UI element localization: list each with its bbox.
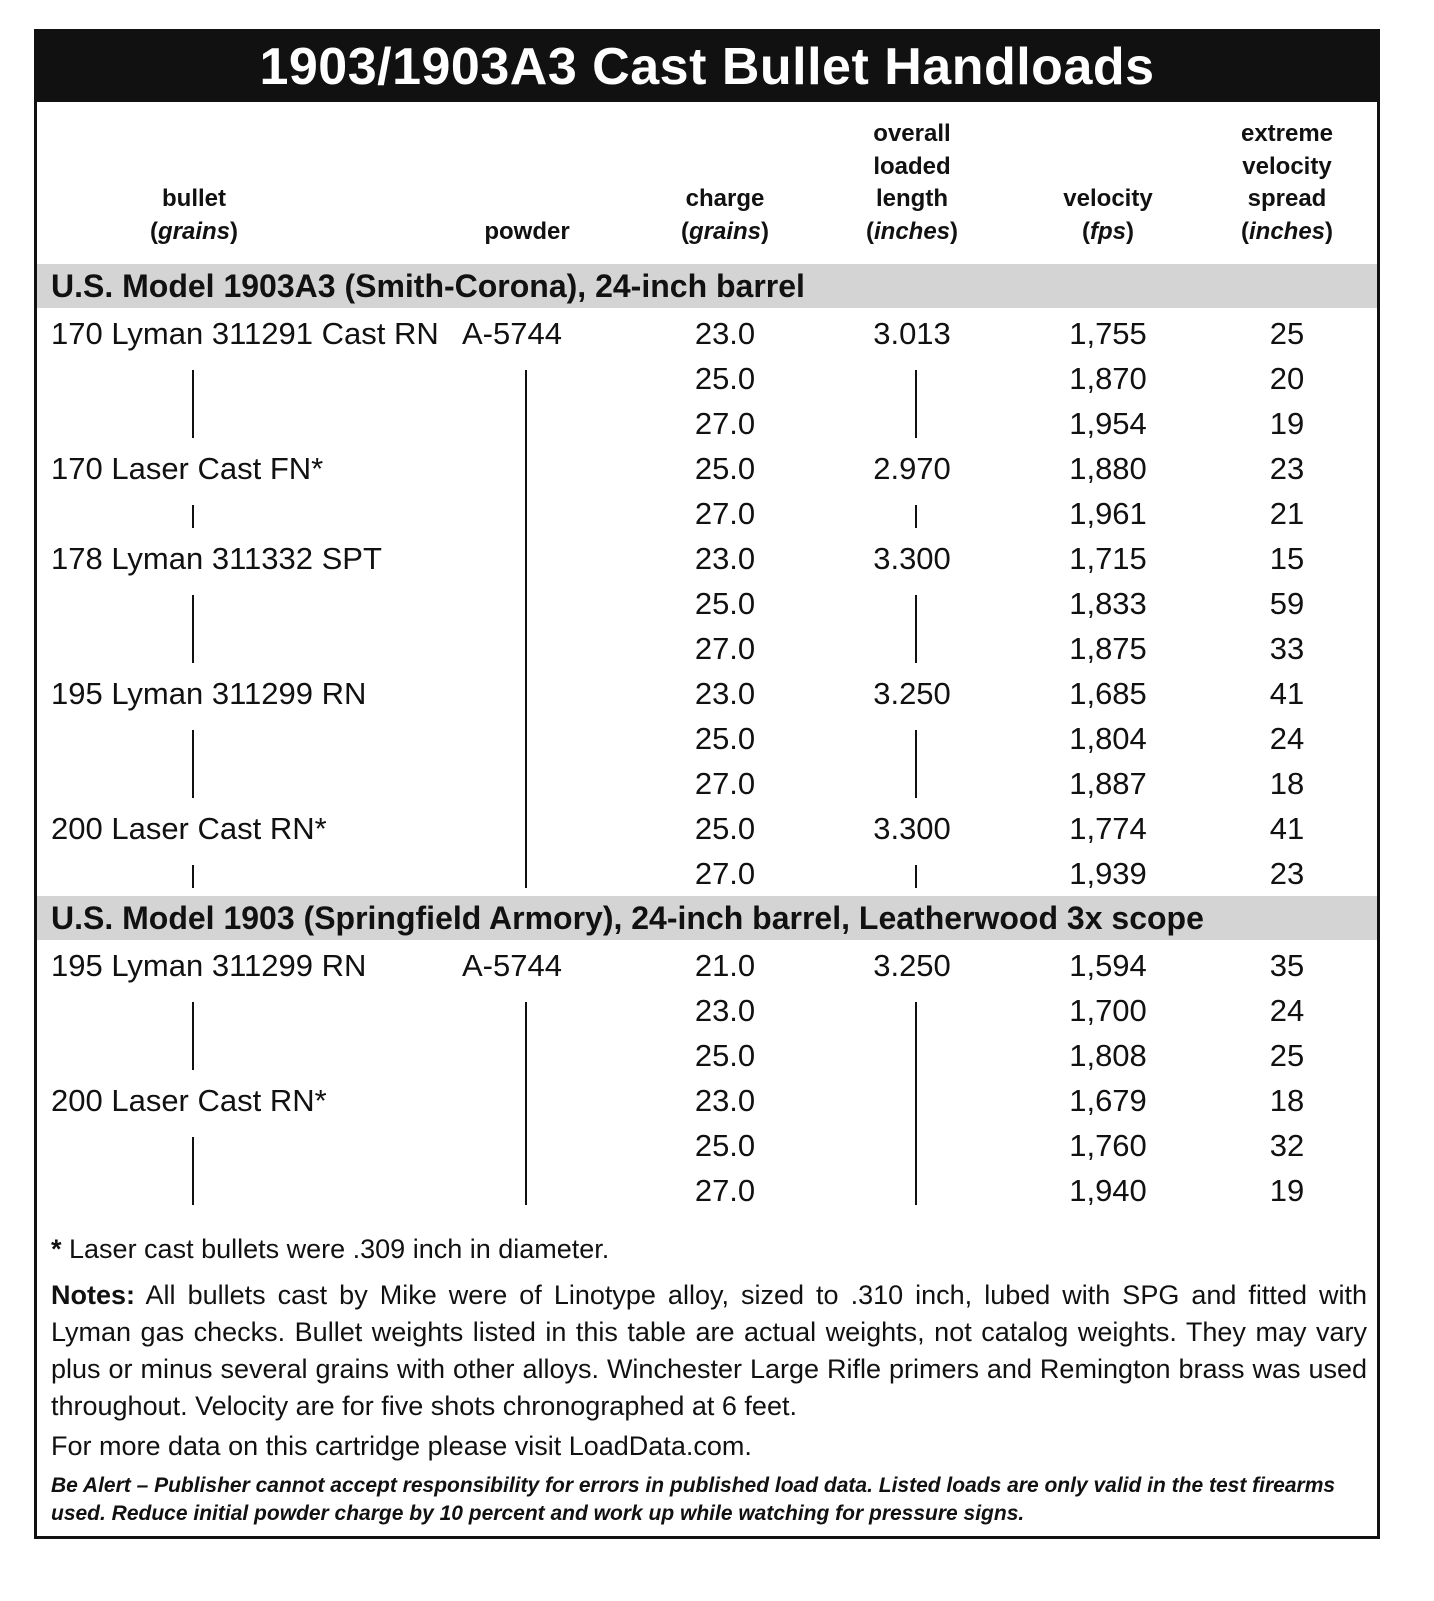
column-header-line: velocity [1242, 152, 1332, 180]
ditto-line-oal [915, 505, 917, 528]
ditto-line-oal [915, 370, 917, 438]
cell-bullet: 200 Laser Cast RN* [51, 811, 327, 846]
cell-spread: 35 [1269, 948, 1305, 983]
table-title: 1903/1903A3 Cast Bullet Handloads [37, 32, 1377, 102]
cell-spread: 25 [1269, 316, 1305, 351]
footnote-text: Laser cast bullets were .309 inch in diameter. [61, 1234, 610, 1264]
cell-spread: 18 [1269, 766, 1305, 801]
cell-spread: 32 [1269, 1128, 1305, 1163]
cell-spread: 41 [1269, 676, 1305, 711]
cell-charge: 25.0 [694, 361, 756, 396]
column-header-unit-text: fps [1089, 217, 1126, 245]
cell-oal: 3.300 [873, 811, 951, 846]
column-header-charge [681, 183, 769, 248]
cell-charge: 23.0 [694, 1083, 756, 1118]
table-row [37, 356, 1377, 401]
cell-powder: A-5744 [462, 316, 562, 351]
ditto-line-powder [525, 370, 527, 888]
notes-label: Notes: [51, 1280, 136, 1310]
column-header-unit: (inches) [865, 217, 959, 245]
table-row [37, 761, 1377, 806]
column-header-line: extreme [1240, 120, 1334, 147]
footnote-mark: * [51, 1234, 62, 1264]
cell-spread: 41 [1269, 811, 1305, 846]
cell-velocity: 1,679 [1069, 1083, 1147, 1118]
cell-spread: 18 [1269, 1083, 1305, 1118]
column-header-unit-text: grains [157, 217, 231, 245]
notes [51, 1277, 1367, 1425]
cell-spread: 19 [1269, 1173, 1305, 1208]
cell-charge: 27.0 [694, 1173, 756, 1208]
column-header-length [866, 118, 958, 248]
table-row [37, 851, 1377, 896]
cell-velocity: 1,685 [1069, 676, 1147, 711]
section-title: U.S. Model 1903 (Springfield Armory), 24-inch barrel, Leatherwood 3x scope [51, 900, 1204, 936]
ditto-line-bullet [192, 865, 194, 888]
section-header [37, 264, 1377, 308]
cell-velocity: 1,961 [1069, 496, 1147, 531]
ditto-line-oal [915, 595, 917, 663]
cell-spread: 33 [1269, 631, 1305, 666]
cell-bullet: 195 Lyman 311299 RN [51, 948, 367, 983]
column-header-line: loaded [873, 152, 951, 180]
table-row [37, 401, 1377, 446]
cell-spread: 59 [1269, 586, 1305, 621]
cell-bullet: 195 Lyman 311299 RN [51, 676, 367, 711]
column-header-unit-text: grains [688, 217, 762, 245]
cell-powder: A-5744 [462, 948, 562, 983]
cell-charge: 23.0 [694, 541, 756, 576]
footnote [51, 1234, 609, 1265]
cell-velocity: 1,875 [1069, 631, 1147, 666]
cell-velocity: 1,755 [1069, 316, 1147, 351]
table-row [37, 716, 1377, 761]
cell-spread: 24 [1269, 721, 1305, 756]
column-header-spread [1241, 118, 1333, 248]
ditto-line-bullet [192, 730, 194, 798]
cell-velocity: 1,939 [1069, 856, 1147, 891]
cell-charge: 27.0 [694, 496, 756, 531]
cell-velocity: 1,887 [1069, 766, 1147, 801]
column-header-bullet [150, 183, 238, 248]
ditto-line-powder [525, 1002, 527, 1205]
cell-oal: 3.013 [873, 316, 951, 351]
cell-charge: 27.0 [694, 856, 756, 891]
cell-bullet: 200 Laser Cast RN* [51, 1083, 327, 1118]
column-header-label: charge [685, 185, 765, 212]
table-row [37, 943, 1377, 988]
table-row [37, 671, 1377, 716]
cell-velocity: 1,594 [1069, 948, 1147, 983]
cell-charge: 21.0 [694, 948, 756, 983]
cell-oal: 3.300 [873, 541, 951, 576]
alert-disclaimer: Be Alert – Publisher cannot accept responsibility for errors in published load data. Listed loads are only valid in the test firearms used. Reduce initial powder charge by 10 percent and work up while watching for pressure signs. [51, 1474, 1336, 1525]
section-header [37, 896, 1377, 940]
cell-velocity: 1,940 [1069, 1173, 1147, 1208]
column-header-label: length [876, 185, 948, 212]
load-data-table-frame [34, 29, 1380, 1539]
column-header-unit: (grains) [149, 217, 239, 245]
column-header-line: overall [873, 120, 951, 147]
column-header-unit: (fps) [1081, 217, 1134, 245]
cell-velocity: 1,833 [1069, 586, 1147, 621]
ditto-line-bullet [192, 505, 194, 528]
table-row [37, 1168, 1377, 1213]
column-header-unit: (grains) [680, 217, 770, 245]
cell-charge: 27.0 [694, 406, 756, 441]
cell-bullet: 178 Lyman 311332 SPT [51, 541, 382, 576]
section-title: U.S. Model 1903A3 (Smith-Corona), 24-inch barrel [51, 268, 805, 304]
cell-spread: 23 [1269, 451, 1305, 486]
cell-velocity: 1,870 [1069, 361, 1147, 396]
column-header-powder [484, 216, 569, 249]
more-data-link-text: For more data on this cartridge please visit LoadData.com. [51, 1431, 752, 1461]
cell-bullet: 170 Laser Cast FN* [51, 451, 324, 486]
cell-charge: 25.0 [694, 451, 756, 486]
cell-charge: 25.0 [694, 721, 756, 756]
table-row [37, 491, 1377, 536]
ditto-line-bullet [192, 1137, 194, 1205]
cell-velocity: 1,774 [1069, 811, 1147, 846]
ditto-line-bullet [192, 595, 194, 663]
cell-velocity: 1,700 [1069, 993, 1147, 1028]
table-row [37, 536, 1377, 581]
cell-oal: 2.970 [873, 451, 951, 486]
ditto-line-bullet [192, 1002, 194, 1070]
cell-velocity: 1,954 [1069, 406, 1147, 441]
cell-velocity: 1,880 [1069, 451, 1147, 486]
cell-charge: 25.0 [694, 811, 756, 846]
cell-spread: 25 [1269, 1038, 1305, 1073]
table-row [37, 1078, 1377, 1123]
cell-spread: 21 [1269, 496, 1305, 531]
table-row [37, 626, 1377, 671]
table-row [37, 1123, 1377, 1168]
column-header-unit: (inches) [1240, 217, 1334, 245]
cell-spread: 15 [1269, 541, 1305, 576]
cell-velocity: 1,808 [1069, 1038, 1147, 1073]
column-header-unit-text: inches [1248, 217, 1326, 245]
cell-spread: 23 [1269, 856, 1305, 891]
column-header-label: powder [484, 217, 570, 245]
cell-spread: 20 [1269, 361, 1305, 396]
ditto-line-oal [915, 730, 917, 798]
table-row [37, 446, 1377, 491]
notes-text: All bullets cast by Mike were of Linotype alloy, sized to .310 inch, lubed with SPG and fitted with Lyman gas checks. Bullet weights listed in this table are actual weights, not catalog weights. They may vary plus or minus several grains with other alloys. Winchester Large Rifle primers and Remington brass was used throughout. Velocity are for five shots chronographed at 6 feet. [51, 1280, 1367, 1421]
cell-spread: 19 [1269, 406, 1305, 441]
cell-oal: 3.250 [873, 676, 951, 711]
column-header-velocity [1063, 183, 1152, 248]
ditto-line-bullet [192, 370, 194, 438]
column-header-label: bullet [162, 185, 226, 212]
table-row [37, 311, 1377, 356]
cell-charge: 25.0 [694, 1038, 756, 1073]
cell-velocity: 1,715 [1069, 541, 1147, 576]
ditto-line-oal [915, 865, 917, 888]
cell-spread: 24 [1269, 993, 1305, 1028]
cell-bullet: 170 Lyman 311291 Cast RN [51, 316, 439, 351]
column-header-label: velocity [1063, 185, 1153, 212]
cell-charge: 27.0 [694, 766, 756, 801]
cell-oal: 3.250 [873, 948, 951, 983]
cell-velocity: 1,804 [1069, 721, 1147, 756]
column-header-label: spread [1247, 185, 1327, 212]
cell-charge: 23.0 [694, 316, 756, 351]
table-row [37, 581, 1377, 626]
cell-velocity: 1,760 [1069, 1128, 1147, 1163]
table-row [37, 988, 1377, 1033]
cell-charge: 23.0 [694, 993, 756, 1028]
table-row [37, 806, 1377, 851]
cell-charge: 25.0 [694, 586, 756, 621]
cell-charge: 27.0 [694, 631, 756, 666]
cell-charge: 25.0 [694, 1128, 756, 1163]
column-header-unit-text: inches [873, 217, 951, 245]
ditto-line-oal [915, 1002, 917, 1205]
table-row [37, 1033, 1377, 1078]
cell-charge: 23.0 [694, 676, 756, 711]
